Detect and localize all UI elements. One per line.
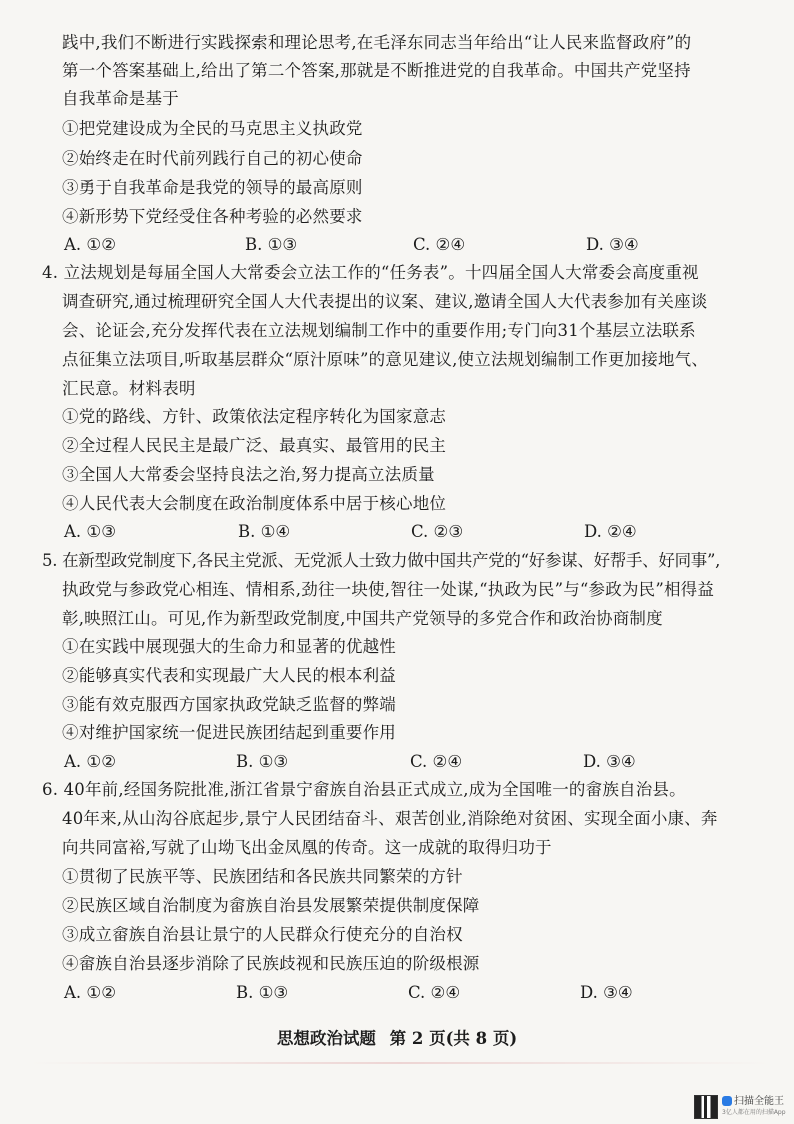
q4-option-b[interactable]: B. ①④ — [238, 522, 291, 541]
q6-statement-3: ③成立畲族自治县让景宁的人民群众行使充分的自治权 — [62, 925, 463, 944]
q3-statement-4: ④新形势下党经受住各种考验的必然要求 — [62, 207, 363, 226]
q4-option-c[interactable]: C. ②③ — [411, 522, 464, 541]
q5-option-d[interactable]: D. ③④ — [583, 752, 636, 771]
q6-statement-2: ②民族区域自治制度为畲族自治县发展繁荣提供制度保障 — [62, 896, 480, 915]
scanner-watermark — [694, 1094, 792, 1120]
footer-subject: 思想政治试题 — [276, 1029, 376, 1048]
q6-stem-line: 6. 40年前,经国务院批准,浙江省景宁畲族自治县正式成立,成为全国唯一的畲族自治县。 — [42, 780, 686, 799]
q5-stem-line: 5. 在新型政党制度下,各民主党派、无党派人士致力做中国共产党的“好参谋、好帮手、好同事”, — [42, 551, 721, 570]
q4-stem-line: 调查研究,通过梳理研究全国人大代表提出的议案、建议,邀请全国人大代表参加有关座谈 — [62, 292, 708, 311]
q4-stem-line: 4. 立法规划是每届全国人大常委会立法工作的“任务表”。十四届全国人大常委会高度重视 — [42, 263, 699, 282]
q4-option-a[interactable]: A. ①③ — [64, 522, 116, 541]
scan-shadow — [30, 1062, 770, 1064]
q6-option-d[interactable]: D. ③④ — [580, 983, 633, 1002]
q3-text-line: 自我革命是基于 — [62, 89, 179, 108]
q4-statement-3: ③全国人大常委会坚持良法之治,努力提高立法质量 — [62, 465, 435, 484]
scanner-app-tagline: 3亿人都在用的扫描App — [722, 1109, 786, 1116]
footer-page-number: 第 2 页(共 8 页) — [389, 1029, 518, 1048]
q4-stem-line: 汇民意。材料表明 — [62, 379, 196, 398]
q3-option-b[interactable]: B. ①③ — [245, 235, 298, 254]
q4-option-d[interactable]: D. ②④ — [584, 522, 637, 541]
q6-statement-4: ④畲族自治县逐步消除了民族歧视和民族压迫的阶级根源 — [62, 954, 480, 973]
q3-statement-2: ②始终走在时代前列践行自己的初心使命 — [62, 149, 363, 168]
q4-stem-line: 点征集立法项目,听取基层群众“原汁原味”的意见建议,使立法规划编制工作更加接地气、 — [62, 350, 709, 369]
q6-stem-line: 向共同富裕,写就了山坳飞出金凤凰的传奇。这一成就的取得归功于 — [62, 838, 552, 857]
q3-option-d[interactable]: D. ③④ — [586, 235, 639, 254]
q6-option-b[interactable]: B. ①③ — [236, 983, 289, 1002]
q5-statement-4: ④对维护国家统一促进民族团结起到重要作用 — [62, 723, 396, 742]
q4-statement-2: ②全过程人民民主是最广泛、最真实、最管用的民主 — [62, 436, 447, 455]
q3-statement-1: ①把党建设成为全民的马克思主义执政党 — [62, 119, 363, 138]
q6-stem-line: 40年来,从山沟谷底起步,景宁人民团结奋斗、艰苦创业,消除绝对贫困、实现全面小康、奔 — [62, 809, 718, 828]
q3-text-line: 第一个答案基础上,给出了第二个答案,那就是不断推进党的自我革命。中国共产党坚持 — [62, 61, 691, 80]
q3-text-line: 践中,我们不断进行实践探索和理论思考,在毛泽东同志当年给出“让人民来监督政府”的 — [62, 33, 692, 52]
qr-code-icon — [694, 1095, 718, 1119]
q5-statement-1: ①在实践中展现强大的生命力和显著的优越性 — [62, 637, 396, 656]
q4-stem-line: 会、论证会,充分发挥代表在立法规划编制工作中的重要作用;专门向31个基层立法联系 — [62, 321, 696, 340]
q5-statement-3: ③能有效克服西方国家执政党缺乏监督的弊端 — [62, 695, 396, 714]
q5-option-b[interactable]: B. ①③ — [236, 752, 289, 771]
scanner-logo-icon — [722, 1096, 732, 1106]
q3-option-c[interactable]: C. ②④ — [413, 235, 466, 254]
scanner-app-name: 扫描全能王 — [734, 1096, 784, 1107]
q5-stem-line: 执政党与参政党心相连、情相系,劲往一块使,智往一处谋,“执政为民”与“参政为民”相得益 — [62, 580, 715, 599]
q4-statement-4: ④人民代表大会制度在政治制度体系中居于核心地位 — [62, 494, 447, 513]
q4-statement-1: ①党的路线、方针、政策依法定程序转化为国家意志 — [62, 407, 447, 426]
q5-option-a[interactable]: A. ①② — [64, 752, 116, 771]
q6-option-c[interactable]: C. ②④ — [408, 983, 461, 1002]
q3-option-a[interactable]: A. ①② — [64, 235, 116, 254]
q5-statement-2: ②能够真实代表和实现最广大人民的根本利益 — [62, 666, 396, 685]
q6-option-a[interactable]: A. ①② — [64, 983, 116, 1002]
q6-statement-1: ①贯彻了民族平等、民族团结和各民族共同繁荣的方针 — [62, 867, 463, 886]
page-footer — [0, 1025, 794, 1049]
q3-statement-3: ③勇于自我革命是我党的领导的最高原则 — [62, 178, 363, 197]
q5-option-c[interactable]: C. ②④ — [410, 752, 463, 771]
q5-stem-line: 彰,映照江山。可见,作为新型政党制度,中国共产党领导的多党合作和政治协商制度 — [62, 609, 663, 628]
